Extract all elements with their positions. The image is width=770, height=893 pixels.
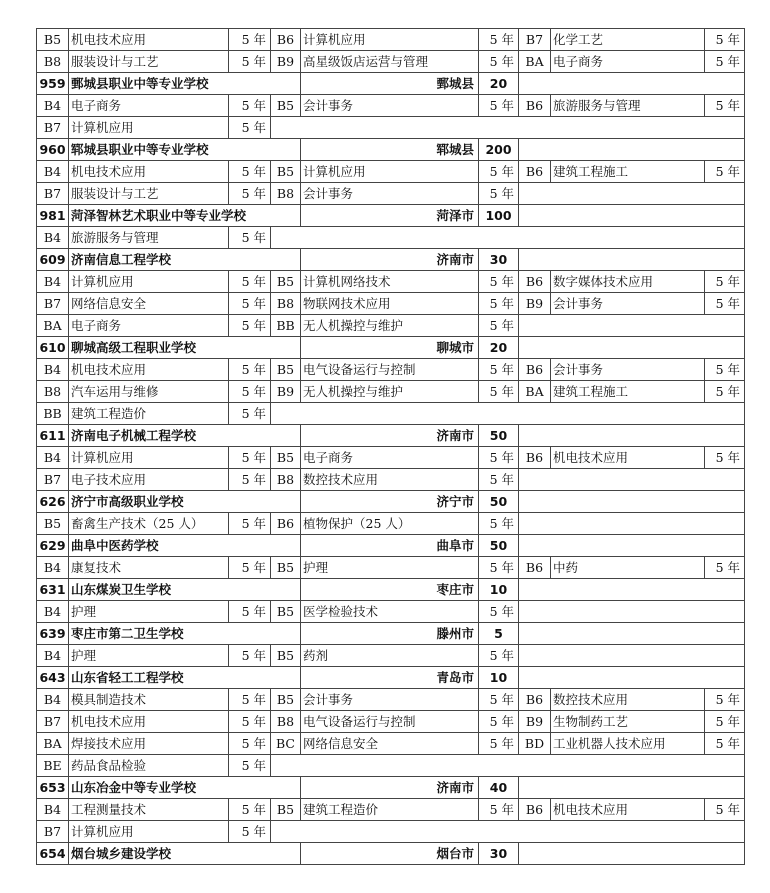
major-years: 5 年: [479, 183, 519, 205]
major-code: B4: [37, 557, 69, 579]
major-code: BA: [519, 51, 551, 73]
major-name: 电子商务: [301, 447, 479, 469]
major-name: 计算机应用: [69, 271, 229, 293]
major-years: 5 年: [229, 95, 271, 117]
major-code: B5: [271, 95, 301, 117]
school-name: 济宁市高级职业学校: [69, 491, 301, 513]
major-years: 5 年: [479, 799, 519, 821]
major-name: 药品食品检验: [69, 755, 229, 777]
school-row: [37, 777, 745, 799]
school-quota: 40: [479, 777, 519, 799]
school-row: [37, 491, 745, 513]
major-years: 5 年: [479, 271, 519, 293]
major-years: 5 年: [479, 645, 519, 667]
major-years: 5 年: [229, 161, 271, 183]
school-id: 631: [37, 579, 69, 601]
major-name: 计算机应用: [69, 117, 229, 139]
major-years: 5 年: [705, 711, 745, 733]
major-row: [37, 359, 745, 381]
school-name: 山东煤炭卫生学校: [69, 579, 301, 601]
major-years: 5 年: [705, 359, 745, 381]
school-id: 654: [37, 843, 69, 865]
major-code: B5: [271, 447, 301, 469]
major-code: B5: [271, 799, 301, 821]
major-name: 焊接技术应用: [69, 733, 229, 755]
table-body: [37, 29, 745, 865]
major-years: 5 年: [479, 381, 519, 403]
major-row: [37, 95, 745, 117]
major-name: 植物保护（25 人）: [301, 513, 479, 535]
major-name: 药剂: [301, 645, 479, 667]
empty-cell: [519, 667, 745, 689]
major-code: B8: [271, 469, 301, 491]
major-name: 护理: [69, 601, 229, 623]
school-location: 枣庄市: [301, 579, 479, 601]
major-code: BB: [37, 403, 69, 425]
major-name: 电气设备运行与控制: [301, 359, 479, 381]
school-location: 菏泽市: [301, 205, 479, 227]
major-code: B5: [271, 601, 301, 623]
major-name: 服装设计与工艺: [69, 51, 229, 73]
school-quota: 10: [479, 579, 519, 601]
major-years: 5 年: [229, 227, 271, 249]
major-name: 电子商务: [69, 315, 229, 337]
empty-cell: [519, 183, 745, 205]
empty-cell: [271, 227, 745, 249]
major-name: 计算机应用: [301, 161, 479, 183]
school-name: 枣庄市第二卫生学校: [69, 623, 301, 645]
major-name: 旅游服务与管理: [69, 227, 229, 249]
school-quota: 100: [479, 205, 519, 227]
major-name: 数字媒体技术应用: [551, 271, 705, 293]
major-code: B6: [519, 359, 551, 381]
empty-cell: [519, 843, 745, 865]
school-name: 聊城高级工程职业学校: [69, 337, 301, 359]
major-row: [37, 821, 745, 843]
school-row: [37, 205, 745, 227]
major-years: 5 年: [479, 29, 519, 51]
major-row: [37, 469, 745, 491]
major-name: 中药: [551, 557, 705, 579]
major-code: B5: [271, 359, 301, 381]
major-name: 建筑工程施工: [551, 161, 705, 183]
major-name: 电子商务: [551, 51, 705, 73]
school-name: 济南信息工程学校: [69, 249, 301, 271]
empty-cell: [519, 249, 745, 271]
major-code: B4: [37, 447, 69, 469]
major-name: 汽车运用与维修: [69, 381, 229, 403]
major-years: 5 年: [479, 601, 519, 623]
major-code: BC: [271, 733, 301, 755]
school-location: 鄄城县: [301, 73, 479, 95]
major-name: 建筑工程造价: [301, 799, 479, 821]
major-code: B8: [271, 293, 301, 315]
school-location: 曲阜市: [301, 535, 479, 557]
major-row: [37, 315, 745, 337]
major-code: BD: [519, 733, 551, 755]
major-row: [37, 381, 745, 403]
school-row: [37, 337, 745, 359]
major-name: 化学工艺: [551, 29, 705, 51]
major-code: BA: [37, 315, 69, 337]
school-name: 菏泽智林艺术职业中等专业学校: [69, 205, 301, 227]
empty-cell: [519, 579, 745, 601]
major-name: 机电技术应用: [69, 359, 229, 381]
school-row: [37, 249, 745, 271]
major-code: B6: [519, 95, 551, 117]
major-name: 无人机操控与维护: [301, 381, 479, 403]
major-name: 高星级饭店运营与管理: [301, 51, 479, 73]
major-years: 5 年: [479, 315, 519, 337]
major-row: [37, 403, 745, 425]
school-location: 聊城市: [301, 337, 479, 359]
major-name: 会计事务: [551, 293, 705, 315]
school-name: 济南电子机械工程学校: [69, 425, 301, 447]
major-name: 畜禽生产技术（25 人）: [69, 513, 229, 535]
major-years: 5 年: [229, 117, 271, 139]
major-name: 服装设计与工艺: [69, 183, 229, 205]
school-location: 滕州市: [301, 623, 479, 645]
major-years: 5 年: [479, 711, 519, 733]
major-code: B7: [37, 711, 69, 733]
major-code: B5: [37, 29, 69, 51]
major-name: 会计事务: [301, 95, 479, 117]
major-code: B9: [271, 51, 301, 73]
major-code: B4: [37, 227, 69, 249]
empty-cell: [519, 139, 745, 161]
major-row: [37, 29, 745, 51]
major-code: B6: [519, 799, 551, 821]
major-years: 5 年: [705, 95, 745, 117]
major-years: 5 年: [479, 689, 519, 711]
major-name: 机电技术应用: [551, 447, 705, 469]
major-code: B9: [519, 293, 551, 315]
major-name: 会计事务: [301, 689, 479, 711]
major-name: 机电技术应用: [69, 161, 229, 183]
major-code: B7: [37, 469, 69, 491]
school-quota: 50: [479, 425, 519, 447]
major-years: 5 年: [705, 271, 745, 293]
empty-cell: [271, 821, 745, 843]
school-location: 济宁市: [301, 491, 479, 513]
school-id: 981: [37, 205, 69, 227]
major-name: 建筑工程施工: [551, 381, 705, 403]
school-quota: 20: [479, 337, 519, 359]
empty-cell: [519, 469, 745, 491]
major-years: 5 年: [705, 381, 745, 403]
school-id: 611: [37, 425, 69, 447]
major-name: 会计事务: [551, 359, 705, 381]
major-code: B5: [37, 513, 69, 535]
major-row: [37, 799, 745, 821]
major-years: 5 年: [229, 711, 271, 733]
major-years: 5 年: [479, 513, 519, 535]
major-code: B6: [519, 557, 551, 579]
major-name: 康复技术: [69, 557, 229, 579]
major-name: 护理: [301, 557, 479, 579]
school-location: 烟台市: [301, 843, 479, 865]
major-years: 5 年: [479, 95, 519, 117]
major-name: 工业机器人技术应用: [551, 733, 705, 755]
major-name: 电子技术应用: [69, 469, 229, 491]
major-code: B4: [37, 359, 69, 381]
empty-cell: [519, 425, 745, 447]
major-code: B9: [271, 381, 301, 403]
major-row: [37, 601, 745, 623]
major-row: [37, 755, 745, 777]
major-years: 5 年: [479, 161, 519, 183]
major-years: 5 年: [705, 447, 745, 469]
school-location: 青岛市: [301, 667, 479, 689]
school-quota: 5: [479, 623, 519, 645]
major-name: 网络信息安全: [301, 733, 479, 755]
major-name: 计算机应用: [301, 29, 479, 51]
major-code: B4: [37, 271, 69, 293]
major-years: 5 年: [229, 513, 271, 535]
major-years: 5 年: [479, 359, 519, 381]
major-name: 旅游服务与管理: [551, 95, 705, 117]
major-name: 网络信息安全: [69, 293, 229, 315]
major-code: B4: [37, 645, 69, 667]
major-code: B6: [519, 447, 551, 469]
major-name: 数控技术应用: [301, 469, 479, 491]
major-code: BA: [519, 381, 551, 403]
major-years: 5 年: [229, 821, 271, 843]
school-name: 山东省轻工工程学校: [69, 667, 301, 689]
major-code: B8: [37, 51, 69, 73]
empty-cell: [519, 535, 745, 557]
major-name: 机电技术应用: [69, 711, 229, 733]
major-code: B6: [271, 29, 301, 51]
major-years: 5 年: [229, 557, 271, 579]
major-years: 5 年: [705, 29, 745, 51]
school-location: 济南市: [301, 777, 479, 799]
school-id: 639: [37, 623, 69, 645]
school-id: 960: [37, 139, 69, 161]
major-years: 5 年: [229, 359, 271, 381]
empty-cell: [519, 623, 745, 645]
major-years: 5 年: [229, 183, 271, 205]
school-row: [37, 667, 745, 689]
empty-cell: [519, 513, 745, 535]
school-name: 烟台城乡建设学校: [69, 843, 301, 865]
major-row: [37, 117, 745, 139]
major-years: 5 年: [705, 689, 745, 711]
major-row: [37, 711, 745, 733]
major-years: 5 年: [479, 469, 519, 491]
major-code: B4: [37, 689, 69, 711]
empty-cell: [519, 601, 745, 623]
major-years: 5 年: [479, 293, 519, 315]
school-quota: 20: [479, 73, 519, 95]
school-id: 609: [37, 249, 69, 271]
major-code: B4: [37, 601, 69, 623]
major-years: 5 年: [229, 381, 271, 403]
major-code: BE: [37, 755, 69, 777]
major-code: B8: [271, 183, 301, 205]
school-quota: 30: [479, 249, 519, 271]
school-name: 鄄城县职业中等专业学校: [69, 73, 301, 95]
school-id: 629: [37, 535, 69, 557]
major-code: B7: [37, 117, 69, 139]
major-name: 机电技术应用: [69, 29, 229, 51]
major-code: B5: [271, 271, 301, 293]
major-years: 5 年: [705, 293, 745, 315]
major-code: B5: [271, 557, 301, 579]
major-code: B8: [271, 711, 301, 733]
empty-cell: [271, 403, 745, 425]
school-row: [37, 843, 745, 865]
major-name: 模具制造技术: [69, 689, 229, 711]
major-name: 建筑工程造价: [69, 403, 229, 425]
major-code: B5: [271, 161, 301, 183]
empty-cell: [271, 755, 745, 777]
empty-cell: [271, 117, 745, 139]
major-years: 5 年: [229, 645, 271, 667]
major-name: 生物制药工艺: [551, 711, 705, 733]
major-code: B8: [37, 381, 69, 403]
school-name: 郓城县职业中等专业学校: [69, 139, 301, 161]
school-quota: 50: [479, 491, 519, 513]
major-name: 物联网技术应用: [301, 293, 479, 315]
major-code: BA: [37, 733, 69, 755]
school-row: [37, 535, 745, 557]
school-row: [37, 579, 745, 601]
major-years: 5 年: [229, 293, 271, 315]
major-code: B4: [37, 161, 69, 183]
school-quota: 50: [479, 535, 519, 557]
school-quota: 30: [479, 843, 519, 865]
school-location: 济南市: [301, 249, 479, 271]
major-code: B5: [271, 645, 301, 667]
empty-cell: [519, 777, 745, 799]
major-years: 5 年: [705, 557, 745, 579]
major-code: B4: [37, 95, 69, 117]
major-code: B5: [271, 689, 301, 711]
major-years: 5 年: [229, 271, 271, 293]
major-row: [37, 161, 745, 183]
school-row: [37, 623, 745, 645]
empty-cell: [519, 491, 745, 513]
major-row: [37, 271, 745, 293]
major-row: [37, 447, 745, 469]
school-id: 643: [37, 667, 69, 689]
major-years: 5 年: [229, 29, 271, 51]
major-years: 5 年: [479, 733, 519, 755]
school-id: 610: [37, 337, 69, 359]
enrollment-table: [36, 28, 745, 865]
major-code: B7: [37, 183, 69, 205]
major-name: 电子商务: [69, 95, 229, 117]
major-row: [37, 733, 745, 755]
major-years: 5 年: [479, 447, 519, 469]
major-years: 5 年: [705, 733, 745, 755]
school-id: 626: [37, 491, 69, 513]
major-name: 计算机应用: [69, 447, 229, 469]
empty-cell: [519, 645, 745, 667]
major-years: 5 年: [705, 51, 745, 73]
major-code: B7: [519, 29, 551, 51]
empty-cell: [519, 205, 745, 227]
major-years: 5 年: [705, 161, 745, 183]
major-name: 工程测量技术: [69, 799, 229, 821]
empty-cell: [519, 73, 745, 95]
major-years: 5 年: [229, 469, 271, 491]
major-name: 计算机网络技术: [301, 271, 479, 293]
major-code: B6: [519, 689, 551, 711]
major-code: B6: [271, 513, 301, 535]
major-row: [37, 645, 745, 667]
school-id: 653: [37, 777, 69, 799]
major-code: B7: [37, 293, 69, 315]
major-years: 5 年: [229, 403, 271, 425]
major-years: 5 年: [229, 601, 271, 623]
school-name: 曲阜中医药学校: [69, 535, 301, 557]
major-years: 5 年: [229, 447, 271, 469]
major-name: 护理: [69, 645, 229, 667]
major-name: 数控技术应用: [551, 689, 705, 711]
major-years: 5 年: [229, 51, 271, 73]
major-name: 医学检验技术: [301, 601, 479, 623]
major-row: [37, 557, 745, 579]
major-years: 5 年: [229, 733, 271, 755]
major-years: 5 年: [229, 689, 271, 711]
school-name: 山东冶金中等专业学校: [69, 777, 301, 799]
major-code: B9: [519, 711, 551, 733]
major-row: [37, 513, 745, 535]
school-row: [37, 73, 745, 95]
major-row: [37, 227, 745, 249]
major-code: BB: [271, 315, 301, 337]
major-years: 5 年: [229, 755, 271, 777]
major-code: B6: [519, 161, 551, 183]
major-name: 无人机操控与维护: [301, 315, 479, 337]
major-row: [37, 293, 745, 315]
major-years: 5 年: [229, 799, 271, 821]
school-location: 济南市: [301, 425, 479, 447]
major-years: 5 年: [479, 557, 519, 579]
school-row: [37, 139, 745, 161]
major-years: 5 年: [705, 799, 745, 821]
school-quota: 10: [479, 667, 519, 689]
school-id: 959: [37, 73, 69, 95]
major-code: B7: [37, 821, 69, 843]
major-years: 5 年: [229, 315, 271, 337]
empty-cell: [519, 315, 745, 337]
school-quota: 200: [479, 139, 519, 161]
major-row: [37, 51, 745, 73]
major-code: B4: [37, 799, 69, 821]
major-code: B6: [519, 271, 551, 293]
school-row: [37, 425, 745, 447]
school-location: 郓城县: [301, 139, 479, 161]
enrollment-table-sheet: [36, 28, 744, 865]
major-name: 电气设备运行与控制: [301, 711, 479, 733]
major-name: 机电技术应用: [551, 799, 705, 821]
major-years: 5 年: [479, 51, 519, 73]
empty-cell: [519, 337, 745, 359]
major-row: [37, 183, 745, 205]
major-name: 计算机应用: [69, 821, 229, 843]
major-name: 会计事务: [301, 183, 479, 205]
major-row: [37, 689, 745, 711]
